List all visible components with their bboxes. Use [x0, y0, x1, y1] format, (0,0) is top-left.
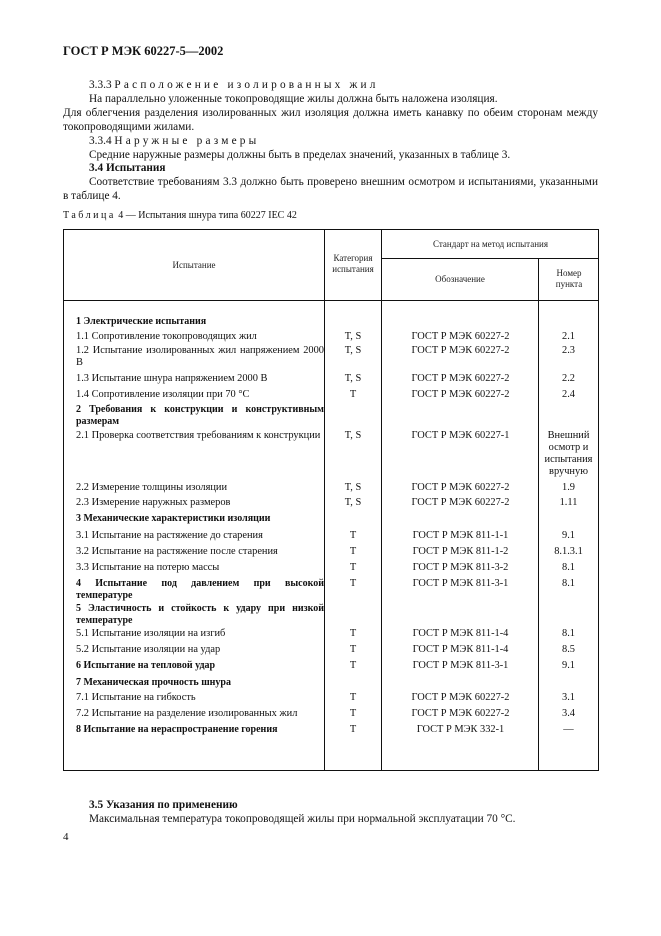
table-row — [64, 316, 598, 331]
table-cell-cat: T — [349, 389, 357, 400]
table-cell-test: 3.3 Испытание на потерю массы — [76, 562, 220, 573]
table-cell-cl: 8.5 — [562, 644, 575, 655]
table-cell-test: 1.4 Сопротивление изоляции при 70 °С — [76, 389, 250, 400]
table-cell-cl: 1.11 — [559, 497, 578, 508]
header-designation: Обозначение — [435, 274, 485, 284]
table-row — [64, 530, 598, 546]
table-cell-cat: T — [349, 546, 357, 557]
table-caption-word: Таблица — [63, 210, 116, 221]
table-cell-cl: 8.1 — [562, 562, 575, 573]
section-3-4-paragraph: Соответствие требованиям 3.3 должно быть проверено внешним осмотром и испытаниями, указанными в таблице 4. — [63, 176, 598, 202]
table-cell-test: 7.2 Испытание на разделение изолированных жил — [76, 708, 298, 719]
header-clause: Номер пункта — [555, 268, 583, 289]
table-cell-cat: T — [349, 578, 357, 589]
table-cell-cat: T, S — [344, 373, 362, 384]
header-category: Категория испытания — [332, 253, 374, 274]
table-cell-cat: T, S — [344, 331, 362, 342]
table-cell-test: 2 Требования к конструкции и конструктивным размерам — [76, 404, 324, 427]
table-cell-cat: T, S — [344, 482, 362, 493]
table-row — [64, 603, 598, 628]
table-cell-std: ГОСТ Р МЭК 811-1-4 — [412, 644, 509, 655]
table-cell-cat: T — [349, 644, 357, 655]
section-3-4-title: 3.4 Испытания — [89, 162, 166, 174]
table-cell-test: 5.1 Испытание изоляции на изгиб — [76, 628, 226, 639]
table-caption — [63, 210, 297, 221]
table-cell-cat: T — [349, 562, 357, 573]
table-row — [64, 482, 598, 497]
table-cell-test: 3 Механические характеристики изоляции — [76, 513, 271, 524]
section-3-3-3-number: 3.3.3 — [89, 79, 112, 91]
table-cell-std: ГОСТ Р МЭК 60227-2 — [411, 482, 510, 493]
table-cell-test: 1.3 Испытание шнура напряжением 2000 В — [76, 373, 268, 384]
table-cell-test: 1.2 Испытание изолированных жил напряжением 2000 В — [76, 345, 324, 368]
table-row — [64, 331, 598, 345]
table-cell-cl: 2.4 — [562, 389, 575, 400]
table-cell-cat: T — [349, 660, 357, 671]
table-divider — [64, 300, 598, 301]
table-cell-std: ГОСТ Р МЭК 811-3-2 — [412, 562, 509, 573]
section-3-3-4-title: Наружные размеры — [114, 135, 260, 147]
table-row — [64, 692, 598, 708]
table-row — [64, 562, 598, 578]
document-header: ГОСТ Р МЭК 60227-5—2002 — [63, 44, 224, 58]
page-number: 4 — [63, 831, 69, 843]
table-cell-test: 8 Испытание на нераспространение горения — [76, 724, 278, 735]
table-cell-std: ГОСТ Р МЭК 60227-2 — [411, 373, 510, 384]
table-cell-cat: T — [349, 628, 357, 639]
table-cell-std: ГОСТ Р МЭК 60227-2 — [411, 345, 510, 356]
section-3-5-title: 3.5 Указания по применению — [89, 799, 238, 811]
table-row — [64, 724, 598, 740]
table-row — [64, 546, 598, 562]
table-cell-std: ГОСТ Р МЭК 811-1-4 — [412, 628, 509, 639]
table-cell-cat: T, S — [344, 430, 362, 441]
table-cell-test: 5 Эластичность и стойкость к удару при низкой температуре — [76, 603, 324, 626]
table-cell-cl: 8.1 — [562, 628, 575, 639]
table-cell-cl: 9.1 — [562, 660, 575, 671]
table-row — [64, 644, 598, 660]
table-row — [64, 513, 598, 530]
table-cell-test: 5.2 Испытание изоляции на удар — [76, 644, 221, 655]
table-row — [64, 373, 598, 389]
table-cell-cat: T, S — [344, 345, 362, 356]
table-cell-std: ГОСТ Р МЭК 811-1-1 — [412, 530, 509, 541]
table-cell-std: ГОСТ Р МЭК 60227-2 — [411, 389, 510, 400]
section-3-3-4-paragraph: Средние наружные размеры должны быть в пределах значений, указанных в таблице 3. — [89, 149, 511, 161]
header-test: Испытание — [172, 260, 216, 270]
section-3-3-3-title: Расположение изолированных жил — [114, 79, 379, 91]
table-cell-cl: 2.1 — [562, 331, 575, 342]
table-cell-test: 3.1 Испытание на растяжение до старения — [76, 530, 263, 541]
section-3-3-3-heading — [63, 78, 598, 92]
table-cell-cat: T — [349, 724, 357, 735]
tests-table — [63, 229, 599, 771]
table-row — [64, 708, 598, 724]
table-row — [64, 677, 598, 692]
table-cell-test: 6 Испытание на тепловой удар — [76, 660, 216, 671]
table-row — [64, 497, 598, 513]
section-3-5-paragraph: Максимальная температура токопроводящей жилы при нормальной эксплуатации 70 °С. — [89, 813, 516, 825]
section-3-4 — [63, 161, 598, 203]
table-cell-cat: T — [349, 708, 357, 719]
table-divider — [381, 258, 599, 259]
table-cell-test: 1 Электрические испытания — [76, 316, 207, 327]
table-cell-cl: 8.1 — [562, 578, 575, 589]
table-cell-std: ГОСТ Р МЭК 60227-1 — [411, 430, 510, 441]
table-row — [64, 389, 598, 404]
table-row — [64, 404, 598, 430]
table-cell-test: 7 Механическая прочность шнура — [76, 677, 231, 688]
table-cell-test: 2.3 Измерение наружных размеров — [76, 497, 231, 508]
table-cell-cl: — — [563, 724, 574, 735]
table-cell-std: ГОСТ Р МЭК 811-3-1 — [412, 578, 509, 589]
table-cell-cl: 3.4 — [562, 708, 575, 719]
section-3-3-3-paragraph-2: Для облегчения разделения изолированных жил изоляция должна иметь канавку по обеим сторонам между токопроводящими жилами. — [63, 107, 598, 133]
table-cell-cl: 2.3 — [562, 345, 575, 356]
table-cell-cat: T — [349, 692, 357, 703]
table-row — [64, 660, 598, 677]
table-cell-test: 2.1 Проверка соответствия требованиям к конструкции — [76, 430, 321, 441]
section-3-3-3-paragraph-1: На параллельно уложенные токопроводящие жилы должна быть наложена изоляция. — [89, 93, 498, 105]
table-body — [64, 316, 598, 740]
table-cell-test: 3.2 Испытание на растяжение после старения — [76, 546, 278, 557]
table-cell-cl: Внешний осмотр и испытания вручную — [544, 430, 593, 477]
table-row — [64, 345, 598, 373]
table-cell-cat: T, S — [344, 497, 362, 508]
table-cell-test: 4 Испытание под давлением при высокой температуре — [76, 578, 324, 601]
table-cell-std: ГОСТ Р МЭК 811-3-1 — [412, 660, 509, 671]
table-cell-cl: 2.2 — [562, 373, 575, 384]
table-row — [64, 628, 598, 644]
table-cell-cl: 8.1.3.1 — [554, 546, 583, 557]
table-caption-text: 4 — Испытания шнура типа 60227 IEC 42 — [118, 210, 297, 221]
section-3-3-4 — [63, 134, 598, 162]
section-3-3-4-heading — [63, 134, 598, 148]
table-cell-std: ГОСТ Р МЭК 60227-2 — [411, 331, 510, 342]
table-row — [64, 578, 598, 603]
section-3-5 — [63, 798, 598, 826]
table-cell-cl: 9.1 — [562, 530, 575, 541]
table-cell-cl: 1.9 — [562, 482, 575, 493]
table-cell-cat: T — [349, 530, 357, 541]
table-cell-cl: 3.1 — [562, 692, 575, 703]
table-cell-std: ГОСТ Р МЭК 60227-2 — [411, 708, 510, 719]
table-cell-test: 2.2 Измерение толщины изоляции — [76, 482, 228, 493]
table-row — [64, 430, 598, 482]
table-cell-test: 7.1 Испытание на гибкость — [76, 692, 196, 703]
table-cell-std: ГОСТ Р МЭК 60227-2 — [411, 692, 510, 703]
section-3-3-4-number: 3.3.4 — [89, 135, 112, 147]
section-3-3-3 — [63, 78, 598, 134]
table-cell-test: 1.1 Сопротивление токопроводящих жил — [76, 331, 257, 342]
table-cell-std: ГОСТ Р МЭК 811-1-2 — [412, 546, 509, 557]
table-cell-std: ГОСТ Р МЭК 60227-2 — [411, 497, 510, 508]
header-standard: Стандарт на метод испытания — [433, 239, 548, 249]
table-cell-std: ГОСТ Р МЭК 332-1 — [416, 724, 505, 735]
